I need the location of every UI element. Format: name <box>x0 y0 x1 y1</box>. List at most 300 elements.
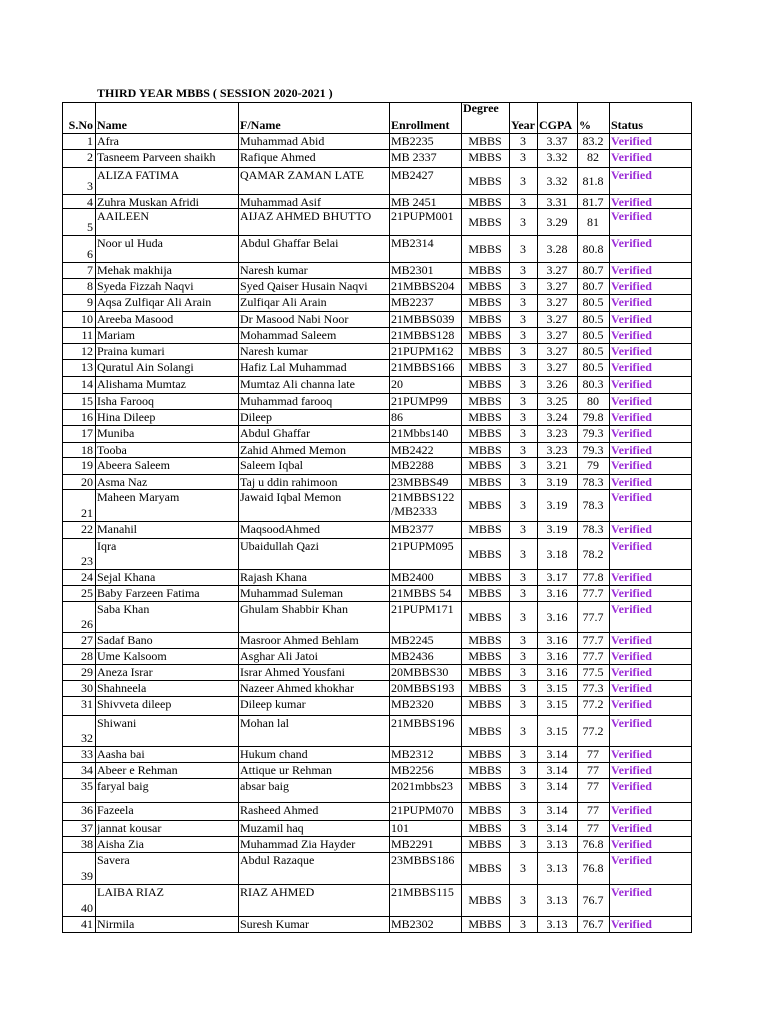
cell-sno: 15 <box>81 394 93 408</box>
cell-status: Verified <box>611 821 652 835</box>
cell-name: Shiwani <box>97 716 137 730</box>
cell-father-name: Abdul Ghaffar <box>240 426 311 440</box>
header-enrollment: Enrollment <box>391 118 450 132</box>
cell-enrollment: MB2301 <box>391 263 434 277</box>
cell-percent: 79.8 <box>582 410 604 424</box>
cell-father-name: Muhammad Abid <box>240 134 325 148</box>
cell-name: Afra <box>97 134 119 148</box>
header-name: Name <box>97 118 127 132</box>
cell-name: Iqra <box>97 539 117 553</box>
cell-degree: MBBS <box>468 426 502 440</box>
cell-father-name: Naresh kumar <box>240 263 308 277</box>
cell-name: Fazeela <box>97 803 134 817</box>
cell-status: Verified <box>611 885 652 899</box>
document-title: THIRD YEAR MBBS ( SESSION 2020-2021 ) <box>97 86 333 100</box>
cell-father-name: Mumtaz Ali channa late <box>240 377 355 391</box>
cell-year: 3 <box>520 263 526 277</box>
cell-status: Verified <box>611 917 652 931</box>
row-divider <box>62 932 691 933</box>
cell-cgpa: 3.13 <box>546 893 568 907</box>
cell-cgpa: 3.37 <box>546 134 568 148</box>
cell-cgpa: 3.27 <box>546 312 568 326</box>
cell-status: Verified <box>611 360 652 374</box>
cell-year: 3 <box>520 633 526 647</box>
cell-cgpa: 3.13 <box>546 861 568 875</box>
cell-enrollment: 21PUPM162 <box>391 344 454 358</box>
cell-cgpa: 3.16 <box>546 586 568 600</box>
header-degree: Degree <box>463 101 499 115</box>
cell-sno: 30 <box>81 681 93 695</box>
cell-father-name: Dileep kumar <box>240 697 306 711</box>
cell-percent: 80.5 <box>582 344 604 358</box>
cell-father-name: RIAZ AHMED <box>240 885 315 899</box>
cell-status: Verified <box>611 312 652 326</box>
cell-name: Isha Farooq <box>97 394 154 408</box>
cell-degree: MBBS <box>468 394 502 408</box>
cell-name: Nirmila <box>97 917 135 931</box>
header-father-name: F/Name <box>240 118 281 132</box>
cell-status: Verified <box>611 377 652 391</box>
cell-year: 3 <box>520 279 526 293</box>
cell-year: 3 <box>520 917 526 931</box>
cell-sno: 37 <box>81 821 93 835</box>
cell-name: Sejal Khana <box>97 570 156 584</box>
results-table <box>62 102 691 932</box>
cell-cgpa: 3.23 <box>546 443 568 457</box>
cell-sno: 34 <box>81 763 93 777</box>
cell-cgpa: 3.14 <box>546 747 568 761</box>
cell-year: 3 <box>520 697 526 711</box>
cell-enrollment: 21MBBS204 <box>391 279 455 293</box>
cell-degree: MBBS <box>468 763 502 777</box>
cell-enrollment: MB2235 <box>391 134 434 148</box>
cell-enrollment: 20MBBS30 <box>391 665 449 679</box>
cell-degree: MBBS <box>468 697 502 711</box>
cell-father-name: Zahid Ahmed Memon <box>240 443 346 457</box>
cell-father-name: Abdul Ghaffar Belai <box>240 236 339 250</box>
cell-sno: 21 <box>81 506 93 520</box>
cell-percent: 82 <box>587 150 599 164</box>
cell-cgpa: 3.29 <box>546 215 568 229</box>
cell-enrollment: 21MBBS115 <box>391 885 454 899</box>
cell-name: Saba Khan <box>97 602 150 616</box>
cell-cgpa: 3.15 <box>546 724 568 738</box>
cell-percent: 77 <box>587 821 599 835</box>
cell-cgpa: 3.27 <box>546 295 568 309</box>
cell-year: 3 <box>520 610 526 624</box>
cell-name: Syeda Fizzah Naqvi <box>97 279 194 293</box>
cell-father-name: Israr Ahmed Yousfani <box>240 665 345 679</box>
cell-cgpa: 3.32 <box>546 174 568 188</box>
cell-enrollment: 21MBBS 54 <box>391 586 452 600</box>
column-divider <box>691 102 692 933</box>
cell-percent: 81.7 <box>582 195 604 209</box>
cell-status: Verified <box>611 328 652 342</box>
cell-status: Verified <box>611 602 652 616</box>
cell-degree: MBBS <box>468 498 502 512</box>
cell-sno: 11 <box>81 328 93 342</box>
cell-percent: 76.7 <box>582 893 604 907</box>
column-divider <box>461 102 462 933</box>
cell-name: Tooba <box>97 443 127 457</box>
cell-sno: 39 <box>81 869 93 883</box>
cell-year: 3 <box>520 458 526 472</box>
cell-enrollment: MB2302 <box>391 917 434 931</box>
cell-cgpa: 3.16 <box>546 649 568 663</box>
cell-name: Mehak makhija <box>97 263 172 277</box>
cell-year: 3 <box>520 377 526 391</box>
cell-father-name: Jawaid Iqbal Memon <box>240 490 342 504</box>
cell-sno: 2 <box>87 150 93 164</box>
cell-percent: 80.8 <box>582 242 604 256</box>
cell-year: 3 <box>520 837 526 851</box>
cell-father-name: Muhammad Zia Hayder <box>240 837 356 851</box>
cell-year: 3 <box>520 649 526 663</box>
cell-enrollment: MB2422 <box>391 443 434 457</box>
cell-name: Aasha bai <box>97 747 145 761</box>
cell-enrollment: MB 2337 <box>391 150 437 164</box>
cell-year: 3 <box>520 747 526 761</box>
cell-name: Praina kumari <box>97 344 165 358</box>
cell-year: 3 <box>520 426 526 440</box>
cell-enrollment: 21PUPM070 <box>391 803 454 817</box>
cell-enrollment: 23MBBS186 <box>391 853 455 867</box>
cell-enrollment: MB2291 <box>391 837 434 851</box>
cell-degree: MBBS <box>468 803 502 817</box>
cell-name: Shahneela <box>97 681 147 695</box>
cell-name: Sadaf Bano <box>97 633 153 647</box>
cell-sno: 1 <box>87 134 93 148</box>
cell-name: Savera <box>97 853 130 867</box>
cell-percent: 80 <box>587 394 599 408</box>
cell-sno: 10 <box>81 312 93 326</box>
cell-year: 3 <box>520 570 526 584</box>
cell-percent: 78.3 <box>582 522 604 536</box>
cell-status: Verified <box>611 134 652 148</box>
cell-father-name: Zulfiqar Ali Arain <box>240 295 327 309</box>
cell-father-name: Ubaidullah Qazi <box>240 539 319 553</box>
cell-sno: 31 <box>81 697 93 711</box>
cell-degree: MBBS <box>468 665 502 679</box>
cell-name: AAILEEN <box>97 209 149 223</box>
cell-father-name: Saleem Iqbal <box>240 458 303 472</box>
cell-cgpa: 3.17 <box>546 570 568 584</box>
cell-year: 3 <box>520 344 526 358</box>
cell-cgpa: 3.24 <box>546 410 568 424</box>
cell-percent: 80.3 <box>582 377 604 391</box>
cell-name: Hina Dileep <box>97 410 156 424</box>
cell-status: Verified <box>611 209 652 223</box>
cell-cgpa: 3.32 <box>546 150 568 164</box>
cell-name: Muniba <box>97 426 135 440</box>
cell-sno: 41 <box>81 917 93 931</box>
cell-status: Verified <box>611 763 652 777</box>
cell-name: Zuhra Muskan Afridi <box>97 195 199 209</box>
column-divider <box>95 102 96 933</box>
cell-degree: MBBS <box>468 522 502 536</box>
cell-sno: 9 <box>87 295 93 309</box>
cell-year: 3 <box>520 410 526 424</box>
cell-degree: MBBS <box>468 195 502 209</box>
cell-degree: MBBS <box>468 150 502 164</box>
cell-year: 3 <box>520 150 526 164</box>
cell-enrollment: MB2436 <box>391 649 434 663</box>
cell-status: Verified <box>611 633 652 647</box>
cell-enrollment: MB2256 <box>391 763 434 777</box>
cell-cgpa: 3.19 <box>546 475 568 489</box>
cell-status: Verified <box>611 853 652 867</box>
cell-cgpa: 3.19 <box>546 498 568 512</box>
cell-status: Verified <box>611 522 652 536</box>
cell-sno: 22 <box>81 522 93 536</box>
cell-enrollment: 2021mbbs23 <box>391 779 454 793</box>
cell-enrollment-line2: /MB2333 <box>391 504 438 518</box>
cell-name: Noor ul Huda <box>97 236 163 250</box>
cell-year: 3 <box>520 665 526 679</box>
cell-year: 3 <box>520 779 526 793</box>
cell-degree: MBBS <box>468 649 502 663</box>
cell-enrollment: 21MBBS122 <box>391 490 455 504</box>
cell-sno: 6 <box>87 247 93 261</box>
cell-year: 3 <box>520 724 526 738</box>
cell-name: Mariam <box>97 328 135 342</box>
column-divider <box>537 102 538 933</box>
cell-year: 3 <box>520 174 526 188</box>
cell-degree: MBBS <box>468 821 502 835</box>
cell-degree: MBBS <box>468 681 502 695</box>
cell-enrollment: MB2245 <box>391 633 434 647</box>
cell-cgpa: 3.13 <box>546 837 568 851</box>
cell-degree: MBBS <box>468 377 502 391</box>
cell-sno: 26 <box>81 617 93 631</box>
cell-degree: MBBS <box>468 837 502 851</box>
cell-name: Ume Kalsoom <box>97 649 167 663</box>
cell-cgpa: 3.27 <box>546 279 568 293</box>
cell-year: 3 <box>520 522 526 536</box>
cell-percent: 77.7 <box>582 586 604 600</box>
cell-sno: 19 <box>81 458 93 472</box>
cell-cgpa: 3.15 <box>546 697 568 711</box>
header-status: Status <box>611 118 644 132</box>
cell-cgpa: 3.31 <box>546 195 568 209</box>
table-border-top <box>62 102 691 103</box>
cell-degree: MBBS <box>468 861 502 875</box>
cell-percent: 79.3 <box>582 443 604 457</box>
cell-name: Manahil <box>97 522 137 536</box>
cell-percent: 80.5 <box>582 295 604 309</box>
cell-cgpa: 3.26 <box>546 377 568 391</box>
cell-sno: 35 <box>81 779 93 793</box>
cell-father-name: Abdul Razaque <box>240 853 315 867</box>
cell-status: Verified <box>611 649 652 663</box>
cell-percent: 78.3 <box>582 475 604 489</box>
cell-status: Verified <box>611 236 652 250</box>
cell-status: Verified <box>611 697 652 711</box>
cell-cgpa: 3.27 <box>546 344 568 358</box>
cell-percent: 76.8 <box>582 837 604 851</box>
cell-degree: MBBS <box>468 475 502 489</box>
cell-enrollment: 21PUPM171 <box>391 602 454 616</box>
cell-percent: 80.5 <box>582 328 604 342</box>
cell-name: LAIBA RIAZ <box>97 885 164 899</box>
cell-percent: 77 <box>587 779 599 793</box>
cell-father-name: Dr Masood Nabi Noor <box>240 312 349 326</box>
cell-percent: 79.3 <box>582 426 604 440</box>
cell-name: Alishama Mumtaz <box>97 377 186 391</box>
cell-enrollment: MB2312 <box>391 747 434 761</box>
cell-cgpa: 3.14 <box>546 763 568 777</box>
cell-percent: 78.3 <box>582 498 604 512</box>
cell-degree: MBBS <box>468 586 502 600</box>
cell-father-name: Asghar Ali Jatoi <box>240 649 318 663</box>
cell-degree: MBBS <box>468 328 502 342</box>
cell-name: ALIZA FATIMA <box>97 168 180 182</box>
column-divider <box>577 102 578 933</box>
cell-status: Verified <box>611 394 652 408</box>
cell-sno: 12 <box>81 344 93 358</box>
cell-name: Shivveta dileep <box>97 697 172 711</box>
cell-year: 3 <box>520 763 526 777</box>
cell-status: Verified <box>611 779 652 793</box>
cell-percent: 83.2 <box>582 134 604 148</box>
cell-degree: MBBS <box>468 779 502 793</box>
cell-father-name: Muzamil haq <box>240 821 304 835</box>
cell-status: Verified <box>611 570 652 584</box>
cell-percent: 81.8 <box>582 174 604 188</box>
cell-percent: 77 <box>587 803 599 817</box>
cell-status: Verified <box>611 279 652 293</box>
cell-name: Asma Naz <box>97 475 148 489</box>
cell-father-name: QAMAR ZAMAN LATE <box>240 168 364 182</box>
cell-status: Verified <box>611 490 652 504</box>
cell-percent: 79 <box>587 458 599 472</box>
cell-percent: 76.7 <box>582 917 604 931</box>
cell-percent: 77.2 <box>582 697 604 711</box>
cell-name: Aqsa Zulfiqar Ali Arain <box>97 295 212 309</box>
cell-father-name: Dileep <box>240 410 272 424</box>
cell-enrollment: MB2314 <box>391 236 434 250</box>
cell-enrollment: 20MBBS193 <box>391 681 455 695</box>
cell-cgpa: 3.16 <box>546 633 568 647</box>
cell-father-name: Muhammad Asif <box>240 195 321 209</box>
cell-enrollment: MB2377 <box>391 522 434 536</box>
column-divider <box>238 102 239 933</box>
cell-degree: MBBS <box>468 344 502 358</box>
cell-year: 3 <box>520 893 526 907</box>
cell-year: 3 <box>520 586 526 600</box>
cell-year: 3 <box>520 394 526 408</box>
cell-percent: 80.7 <box>582 279 604 293</box>
cell-father-name: Rafique Ahmed <box>240 150 316 164</box>
cell-father-name: AIJAZ AHMED BHUTTO <box>240 209 372 223</box>
cell-enrollment: 86 <box>391 410 403 424</box>
cell-sno: 5 <box>87 220 93 234</box>
cell-degree: MBBS <box>468 458 502 472</box>
cell-cgpa: 3.14 <box>546 821 568 835</box>
cell-sno: 24 <box>81 570 93 584</box>
cell-cgpa: 3.25 <box>546 394 568 408</box>
cell-enrollment: MB2288 <box>391 458 434 472</box>
cell-father-name: MaqsoodAhmed <box>240 522 320 536</box>
cell-father-name: Hafiz Lal Muhammad <box>240 360 347 374</box>
cell-cgpa: 3.18 <box>546 547 568 561</box>
cell-name: Tasneem Parveen shaikh <box>97 150 216 164</box>
cell-percent: 77 <box>587 747 599 761</box>
column-divider <box>509 102 510 933</box>
cell-status: Verified <box>611 747 652 761</box>
cell-percent: 77.2 <box>582 724 604 738</box>
cell-degree: MBBS <box>468 747 502 761</box>
cell-year: 3 <box>520 803 526 817</box>
cell-sno: 13 <box>81 360 93 374</box>
cell-sno: 7 <box>87 263 93 277</box>
cell-name: Aneza Israr <box>97 665 153 679</box>
cell-year: 3 <box>520 681 526 695</box>
cell-year: 3 <box>520 547 526 561</box>
cell-year: 3 <box>520 821 526 835</box>
cell-percent: 77.7 <box>582 610 604 624</box>
cell-percent: 81 <box>587 215 599 229</box>
cell-sno: 27 <box>81 633 93 647</box>
cell-father-name: Naresh kumar <box>240 344 308 358</box>
cell-enrollment: 21PUPM095 <box>391 539 454 553</box>
cell-status: Verified <box>611 586 652 600</box>
cell-cgpa: 3.27 <box>546 263 568 277</box>
cell-name: Baby Farzeen Fatima <box>97 586 200 600</box>
cell-father-name: Nazeer Ahmed khokhar <box>240 681 354 695</box>
cell-year: 3 <box>520 195 526 209</box>
cell-enrollment: 21MBBS039 <box>391 312 455 326</box>
cell-degree: MBBS <box>468 443 502 457</box>
cell-year: 3 <box>520 242 526 256</box>
cell-status: Verified <box>611 475 652 489</box>
cell-sno: 32 <box>81 731 93 745</box>
cell-sno: 25 <box>81 586 93 600</box>
cell-name: jannat kousar <box>97 821 162 835</box>
column-divider <box>609 102 610 933</box>
cell-enrollment: MB2237 <box>391 295 434 309</box>
cell-percent: 76.8 <box>582 861 604 875</box>
cell-cgpa: 3.27 <box>546 328 568 342</box>
cell-degree: MBBS <box>468 547 502 561</box>
cell-enrollment: 21Mbbs140 <box>391 426 449 440</box>
cell-status: Verified <box>611 443 652 457</box>
cell-percent: 77.7 <box>582 649 604 663</box>
cell-cgpa: 3.16 <box>546 665 568 679</box>
cell-sno: 40 <box>81 901 93 915</box>
cell-enrollment: 21PUMP99 <box>391 394 448 408</box>
cell-enrollment: 23MBBS49 <box>391 475 449 489</box>
cell-sno: 38 <box>81 837 93 851</box>
cell-percent: 78.2 <box>582 547 604 561</box>
cell-status: Verified <box>611 150 652 164</box>
cell-father-name: Attique ur Rehman <box>240 763 332 777</box>
cell-percent: 80.5 <box>582 312 604 326</box>
cell-degree: MBBS <box>468 295 502 309</box>
cell-status: Verified <box>611 295 652 309</box>
cell-sno: 18 <box>81 443 93 457</box>
cell-cgpa: 3.16 <box>546 610 568 624</box>
cell-cgpa: 3.19 <box>546 522 568 536</box>
cell-status: Verified <box>611 681 652 695</box>
cell-percent: 77.3 <box>582 681 604 695</box>
cell-enrollment: MB2427 <box>391 168 434 182</box>
cell-cgpa: 3.23 <box>546 426 568 440</box>
header-percent: % <box>579 118 591 132</box>
cell-name: Abeer e Rehman <box>97 763 178 777</box>
cell-enrollment: 21MBBS196 <box>391 716 455 730</box>
header-cgpa: CGPA <box>539 118 573 132</box>
